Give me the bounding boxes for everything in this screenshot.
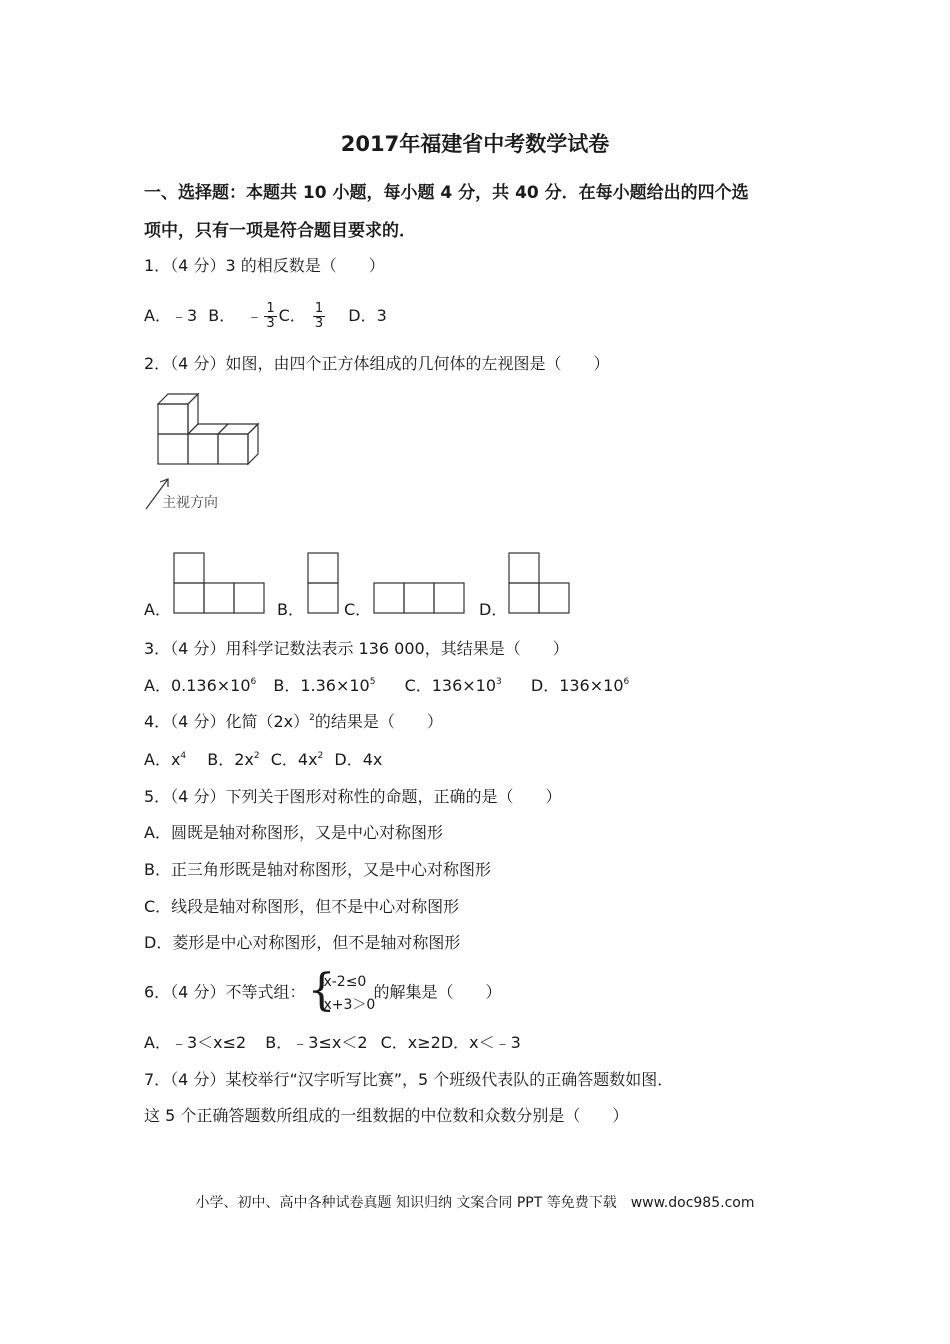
q2-option-a-label: A．	[144, 600, 171, 619]
q4-b-exponent: 2	[253, 751, 260, 761]
q6-stem-pre: 6．（4 分）不等式组：	[144, 982, 306, 1002]
q7-stem-line-1: 7．（4 分）某校举行“汉字听写比赛”，5 个班级代表队的正确答题数如图．	[144, 1070, 674, 1089]
section-heading-line-1: 一、选择题：本题共 10 小题，每小题 4 分，共 40 分．在每小题给出的四个选	[144, 183, 749, 203]
q3-option-b	[273, 676, 375, 695]
q3-option-d	[531, 676, 629, 695]
q3-a-base: A．0.136×10	[144, 676, 251, 695]
q5-stem: 5．（4 分）下列关于图形对称性的命题，正确的是（ ）	[144, 787, 562, 806]
q6-option-c: C．x≥2	[380, 1033, 441, 1052]
q4-stem-post: 的结果是（ ）	[314, 712, 443, 731]
q6-stem-post: 的解集是（ ）	[373, 982, 502, 1002]
q2-figure-caption: 主视方向	[162, 495, 218, 511]
q1-c-numerator: 1	[314, 301, 324, 316]
q4-option-d: D．4x	[334, 750, 383, 769]
q4-c-exponent: 2	[317, 751, 324, 761]
q1-option-b-label: B．	[208, 306, 236, 325]
q5-option-a: A．圆既是轴对称图形，又是中心对称图形	[144, 823, 443, 842]
q4-stem	[144, 710, 443, 734]
q1-options	[144, 302, 387, 331]
q1-option-a: A．﹣3	[144, 306, 198, 325]
q5-option-b: B．正三角形既是轴对称图形，又是中心对称图形	[144, 860, 491, 879]
q1-c-denominator: 3	[314, 316, 324, 331]
q4-stem-exponent: 2	[309, 713, 315, 723]
q1-option-b-fraction	[264, 302, 276, 331]
q1-b-denominator: 3	[266, 316, 275, 331]
section-heading-line-2: 项中，只有一项是符合题目要求的．	[144, 221, 416, 241]
q3-option-c	[405, 676, 502, 695]
q6-stem	[144, 965, 502, 1018]
q3-c-exponent: 3	[496, 677, 502, 687]
q4-option-b	[207, 750, 259, 769]
q4-options	[144, 748, 382, 772]
q4-a-exponent: 4	[180, 751, 187, 761]
q3-d-base: D．136×10	[530, 676, 624, 695]
q6-inequality-1: x-2≤0	[323, 974, 367, 990]
q6-option-d: D．x＜﹣3	[440, 1033, 521, 1052]
q7-stem-line-2: 这 5 个正确答题数所组成的一组数据的中位数和众数分别是（ ）	[144, 1106, 629, 1125]
q4-option-a	[144, 750, 186, 769]
q1-option-c-fraction	[313, 302, 325, 331]
q4-option-c	[271, 750, 324, 769]
q3-c-base: C．136×10	[404, 676, 497, 695]
q3-b-exponent: 5	[369, 677, 376, 687]
q6-option-a: A．﹣3＜x≤2	[144, 1033, 247, 1052]
q2-option-b-view	[307, 552, 339, 614]
page-title: 2017年福建省中考数学试卷	[340, 132, 610, 156]
q6-inequality-2: x+3＞0	[323, 997, 376, 1013]
q6-inequality-system	[307, 965, 376, 1018]
q4-stem-pre: 4．（4 分）化简（2x）	[144, 712, 310, 731]
q3-b-base: B．1.36×10	[273, 676, 370, 695]
q1-option-c-label: C．	[278, 306, 306, 325]
q2-option-c-label: C．	[344, 600, 372, 619]
page-footer: 小学、初中、高中各种试卷真题 知识归纳 文案合同 PPT 等免费下载 www.doc985.com	[195, 1195, 755, 1211]
q1-option-d: D．3	[348, 306, 387, 325]
q3-options	[144, 674, 629, 698]
q3-a-exponent: 6	[250, 677, 257, 687]
q5-option-c: C．线段是轴对称图形，但不是中心对称图形	[144, 897, 460, 916]
q2-option-d-label: D．	[479, 600, 508, 619]
q4-a-base: A．x	[144, 750, 181, 769]
q1-option-b-sign: ﹣	[246, 306, 263, 325]
q2-option-c-view	[373, 582, 465, 614]
q6-options	[144, 1031, 521, 1055]
q3-option-a	[144, 676, 256, 695]
q1-b-numerator: 1	[266, 301, 275, 316]
q2-option-b-label: B．	[277, 600, 304, 619]
q2-option-a-view	[173, 552, 265, 614]
q4-c-base: C．4x	[270, 750, 318, 769]
q4-b-base: B．2x	[207, 750, 254, 769]
q2-option-d-view	[508, 552, 570, 614]
q3-d-exponent: 6	[623, 677, 630, 687]
q6-option-b: B．﹣3≤x＜2	[265, 1033, 368, 1052]
q2-stem: 2．（4 分）如图，由四个正方体组成的几何体的左视图是（ ）	[144, 354, 610, 373]
q5-option-d: D．菱形是中心对称图形，但不是轴对称图形	[144, 933, 461, 952]
q6-brace: {	[307, 965, 336, 1016]
q3-stem: 3．（4 分）用科学记数法表示 136 000，其结果是（ ）	[144, 639, 569, 658]
q1-stem: 1．（4 分）3 的相反数是（ ）	[144, 256, 385, 275]
